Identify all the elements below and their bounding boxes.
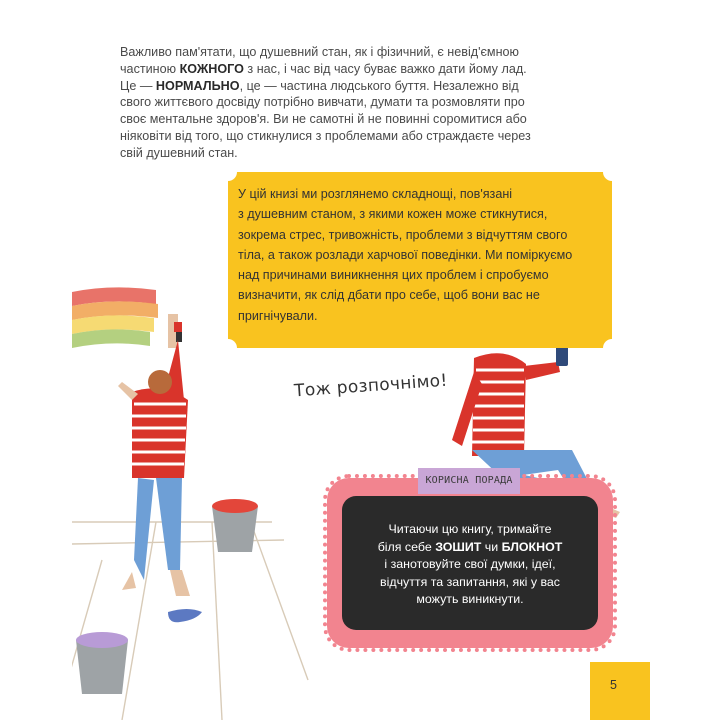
paint-splash [168, 609, 202, 622]
tip-line-5: можуть виникнути. [416, 592, 524, 607]
yellow-line-4: тіла, а також розлади харчової поведінки. Ми поміркуємо [238, 247, 573, 262]
yellow-line-5: над причинами виникнення цих проблем і спробуємо [238, 268, 549, 283]
emphasis-kozhnogo: КОЖНОГО [179, 61, 244, 76]
yellow-box-text [238, 184, 578, 326]
rainbow-paint-illustration [72, 287, 158, 348]
red-paint-bucket [212, 499, 258, 552]
tip-line-4: відчуття та запитання, які у вас [380, 574, 560, 589]
painting-man-illustration [118, 314, 190, 596]
tip-line-2: біля себе ЗОШИТ чи БЛОКНОТ [377, 539, 563, 554]
box-corner-notch [603, 339, 621, 357]
tip-label: КОРИСНА ПОРАДА [418, 468, 520, 494]
handwritten-heading: Тож розпочнімо! [293, 370, 449, 402]
intro-line-7: свій душевний стан. [120, 145, 238, 160]
yellow-line-2: з душевним станом, з якими кожен може стикнутися, [238, 207, 548, 222]
purple-paint-bucket [76, 632, 128, 694]
box-corner-notch [219, 339, 237, 357]
emphasis-bloknot: БЛОКНОТ [501, 539, 563, 554]
tip-line-1: Читаючи цю книгу, тримайте [388, 522, 552, 536]
yellow-line-6: визначити, як слід дбати про себе, щоб вони вас не [238, 288, 540, 303]
box-corner-notch [219, 163, 237, 181]
emphasis-zoshyt: ЗОШИТ [435, 539, 482, 554]
tip-line-3: і занотовуйте свої думки, ідеї, [384, 557, 556, 572]
intro-line-6: ніяковіти від того, що стикнулися з проблемами або страждаєте через [120, 128, 531, 143]
intro-paragraph [120, 44, 570, 162]
yellow-line-1: У цій книзі ми розглянемо складнощі, пов'язані [238, 187, 513, 201]
box-corner-notch [603, 163, 621, 181]
page-number: 5 [610, 678, 617, 692]
intro-line-3: Це — НОРМАЛЬНО, це — частина людського буття. Незалежно від [120, 78, 519, 93]
page-number-tab [590, 662, 650, 720]
book-page [72, 0, 650, 720]
emphasis-normalno: НОРМАЛЬНО [155, 78, 240, 93]
yellow-line-7: пригнічували. [238, 308, 318, 323]
intro-line-1: Важливо пам'ятати, що душевний стан, як і фізичний, є невід'ємною [120, 45, 519, 59]
tip-text [342, 521, 598, 609]
intro-line-5: своє ментальне здоров'я. Ви не самотні й не повинні соромитися або [120, 112, 527, 127]
intro-line-4: свого життєвого досвіду потрібно вивчати, думати та розмовляти про [120, 95, 525, 110]
intro-line-2: частиною КОЖНОГО з нас, і час від часу буває важко дати йому лад. [120, 61, 527, 76]
yellow-line-3: зокрема стрес, тривожність, проблеми з відчуттям свого [238, 227, 568, 242]
